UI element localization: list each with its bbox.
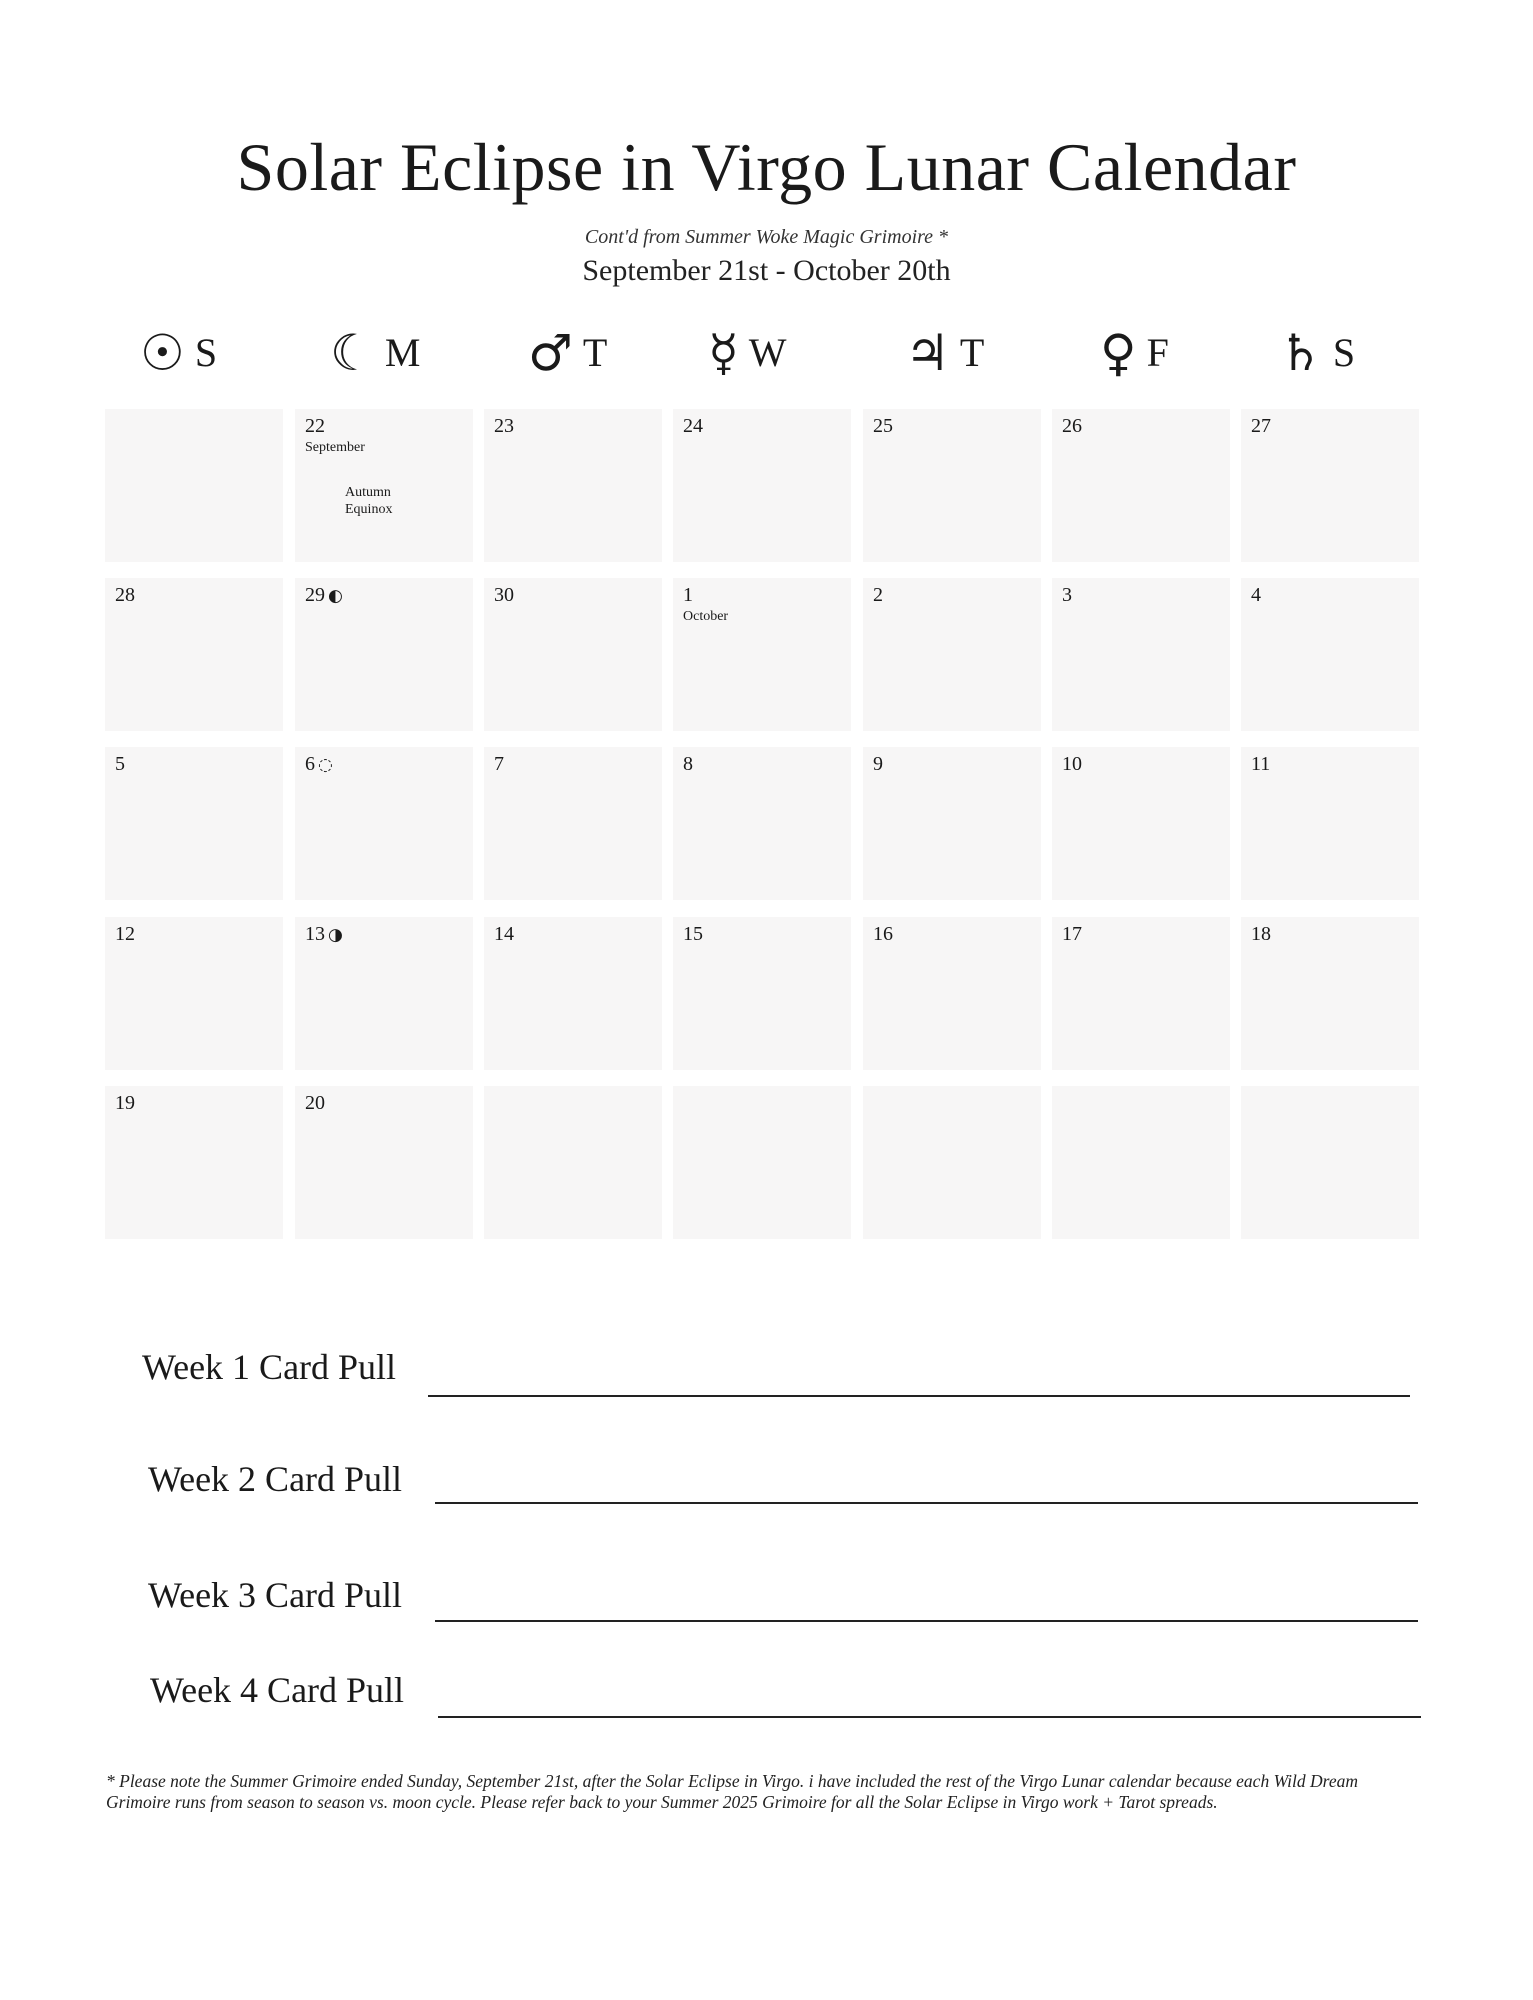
weekday-0 (140, 318, 217, 388)
weekday-letter: F (1146, 330, 1169, 375)
event-note: Autumn Equinox (345, 485, 393, 517)
moon-icon: ☾ (330, 324, 375, 382)
weekday-letter: M (384, 330, 421, 375)
day-number: 30 (494, 584, 514, 606)
saturn-icon: ♄ (1278, 324, 1323, 382)
calendar-cell[interactable] (1052, 917, 1230, 1070)
write-in-line[interactable] (435, 1502, 1418, 1504)
calendar-cell[interactable] (1241, 1086, 1419, 1239)
calendar-cell[interactable] (105, 917, 283, 1070)
calendar-cell[interactable] (1052, 578, 1230, 731)
weekday-letter: S (1332, 330, 1356, 375)
calendar-cell[interactable] (1241, 747, 1419, 900)
calendar-cell[interactable] (105, 578, 283, 731)
calendar-cell[interactable] (863, 1086, 1041, 1239)
day-number: 11 (1251, 753, 1271, 775)
calendar-cell[interactable] (105, 747, 283, 900)
venus-icon: ♀ (1100, 324, 1137, 382)
calendar-cell[interactable] (863, 747, 1041, 900)
day-number: 8 (683, 753, 693, 775)
write-in-line[interactable] (428, 1395, 1410, 1397)
day-number: 12 (115, 923, 135, 945)
day-number: 24 (683, 415, 703, 437)
calendar-cell[interactable] (1052, 747, 1230, 900)
day-number: 13 (305, 923, 325, 945)
day-number: 19 (115, 1092, 135, 1114)
month-label: September (305, 440, 365, 455)
calendar-cell[interactable] (295, 747, 473, 900)
day-number: 9 (873, 753, 883, 775)
jupiter-icon: ♃ (905, 324, 950, 382)
sun-icon: ☉ (140, 324, 185, 382)
full-moon-icon: ◌ (318, 755, 333, 775)
date-range: September 21st - October 20th (582, 254, 951, 287)
day-number: 22 (305, 415, 325, 437)
calendar-cell[interactable] (1241, 409, 1419, 562)
page-subtitle: Cont'd from Summer Woke Magic Grimoire * (584, 226, 949, 248)
first-quarter-moon-icon: ◐ (328, 586, 343, 606)
calendar-cell[interactable] (1052, 409, 1230, 562)
day-number: 3 (1062, 584, 1072, 606)
page-title: Solar Eclipse in Virgo Lunar Calendar (236, 129, 1297, 205)
calendar-cell[interactable] (673, 747, 851, 900)
day-number: 29 (305, 584, 325, 606)
weekday-letter: T (582, 330, 608, 375)
mars-icon: ♂ (528, 324, 573, 382)
calendar-cell[interactable] (295, 1086, 473, 1239)
week-card-pull-label: Week 1 Card Pull (142, 1347, 397, 1387)
calendar-cell[interactable] (105, 409, 283, 562)
mercury-icon: ☿ (708, 324, 739, 382)
week-card-pull-label: Week 4 Card Pull (150, 1670, 405, 1710)
write-in-line[interactable] (435, 1620, 1418, 1622)
calendar-cell[interactable] (1241, 917, 1419, 1070)
last-quarter-moon-icon: ◑ (328, 925, 343, 945)
calendar-cell[interactable] (484, 578, 662, 731)
calendar-cell[interactable] (484, 409, 662, 562)
day-number: 1 (683, 584, 693, 606)
weekday-6 (1278, 318, 1355, 388)
calendar-cell[interactable] (295, 578, 473, 731)
day-number: 2 (873, 584, 883, 606)
weekday-1 (330, 318, 420, 388)
day-number: 16 (873, 923, 893, 945)
month-label: October (683, 609, 729, 624)
day-number: 14 (494, 923, 514, 945)
calendar-cell[interactable] (295, 917, 473, 1070)
weekday-letter: W (748, 330, 787, 375)
weekday-letter: T (959, 330, 985, 375)
day-number: 7 (494, 753, 504, 775)
week-card-pull-label: Week 2 Card Pull (148, 1459, 403, 1499)
calendar-cell[interactable] (105, 1086, 283, 1239)
day-number: 26 (1062, 415, 1082, 437)
calendar-cell[interactable] (673, 917, 851, 1070)
day-number: 23 (494, 415, 514, 437)
weekday-4 (905, 318, 984, 388)
calendar-cell[interactable] (863, 917, 1041, 1070)
calendar-cell[interactable] (673, 1086, 851, 1239)
day-number: 18 (1251, 923, 1271, 945)
calendar-cell[interactable] (484, 1086, 662, 1239)
write-in-line[interactable] (438, 1716, 1421, 1718)
weekday-5 (1100, 318, 1169, 388)
calendar-cell[interactable] (863, 409, 1041, 562)
day-number: 25 (873, 415, 893, 437)
day-number: 15 (683, 923, 703, 945)
day-number: 6 (305, 753, 315, 775)
calendar-cell[interactable] (484, 747, 662, 900)
day-number: 28 (115, 584, 135, 606)
weekday-letter: S (194, 330, 218, 375)
day-number: 4 (1251, 584, 1261, 606)
day-number: 17 (1062, 923, 1082, 945)
calendar-cell[interactable] (484, 917, 662, 1070)
day-number: 20 (305, 1092, 325, 1114)
weekday-2 (528, 318, 607, 388)
calendar-cell[interactable] (673, 409, 851, 562)
week-card-pull-label: Week 3 Card Pull (148, 1575, 403, 1615)
calendar-cell[interactable] (295, 409, 473, 562)
calendar-cell[interactable] (1241, 578, 1419, 731)
day-number: 5 (115, 753, 125, 775)
day-number: 27 (1251, 415, 1271, 437)
day-number: 10 (1062, 753, 1082, 775)
calendar-cell[interactable] (1052, 1086, 1230, 1239)
footnote: * Please note the Summer Grimoire ended Sunday, September 21st, after the Solar Eclipse in Virgo. i have included the rest of the Virgo Lunar calendar because each Wild Dream Grimoire runs from season to season vs. moon cycle. Please refer back to your Summer 2025 Grimoire for all the Solar Eclipse in Virgo work + Tarot spreads. (106, 1771, 1358, 1812)
weekday-3 (708, 318, 786, 388)
calendar-cell[interactable] (863, 578, 1041, 731)
calendar-cell[interactable] (673, 578, 851, 731)
